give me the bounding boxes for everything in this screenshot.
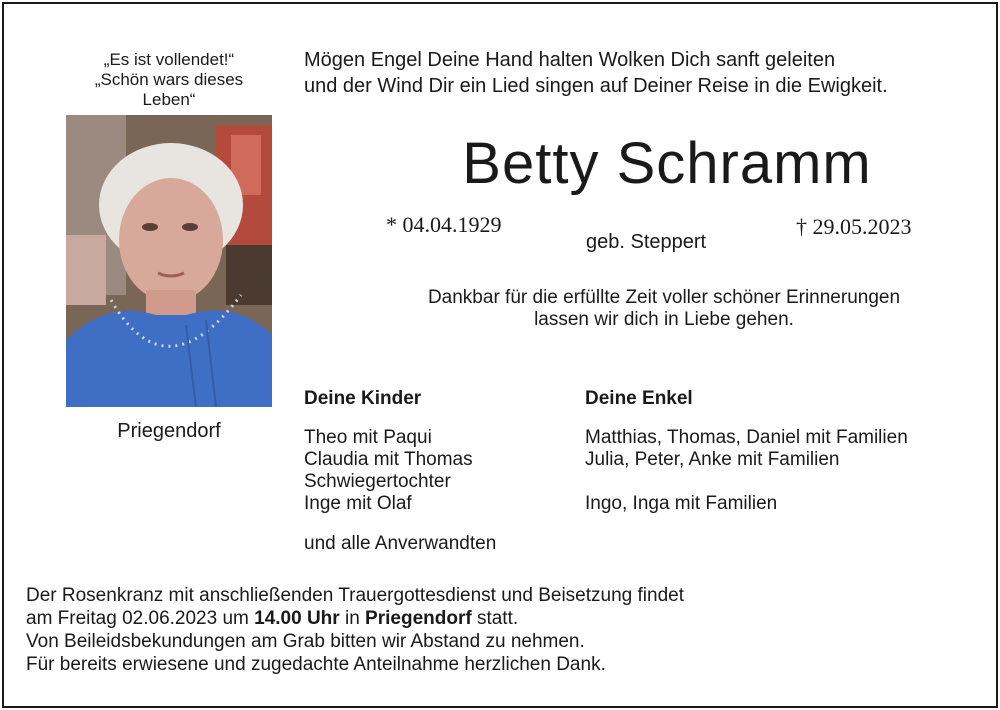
- birth-date: * 04.04.1929: [386, 212, 502, 237]
- service-time: 14.00 Uhr: [254, 608, 340, 629]
- relatives-note: und alle Anverwandten: [304, 533, 497, 554]
- memorial-quote: [66, 50, 272, 110]
- gratitude-line: lassen wir dich in Liebe gehen.: [534, 309, 794, 330]
- list-item: Ingo, Inga mit Familien: [585, 493, 778, 514]
- announcement-line: [26, 607, 684, 630]
- quote-line: „Es ist vollendet!“: [103, 50, 235, 69]
- announcement-line: Der Rosenkranz mit anschließenden Trauergottesdienst und Beisetzung findet: [26, 585, 684, 606]
- poem-line: Mögen Engel Deine Hand halten Wolken Dich sanft geleiten: [304, 49, 836, 71]
- obituary-card: [2, 2, 998, 708]
- maiden-name: geb. Steppert: [586, 231, 707, 253]
- portrait-photo: [66, 115, 272, 407]
- announcement-date-text: am Freitag 02.06.2023 um: [26, 608, 255, 629]
- list-item: Julia, Peter, Anke mit Familien: [585, 449, 840, 470]
- funeral-announcement: [26, 584, 684, 676]
- deceased-name: Betty Schramm: [462, 131, 872, 196]
- list-item: Inge mit Olaf: [304, 493, 412, 514]
- list-item: Claudia mit Thomas: [304, 449, 473, 470]
- gratitude-text: [304, 287, 1000, 331]
- children-heading: Deine Kinder: [304, 388, 422, 409]
- place-of-residence: Priegendorf: [117, 420, 221, 442]
- announcement-connector: in: [339, 608, 366, 629]
- announcement-line: Von Beileidsbekundungen am Grab bitten wir Abstand zu nehmen.: [26, 631, 585, 652]
- gratitude-line: Dankbar für die erfüllte Zeit voller schöner Erinnerungen: [427, 287, 901, 308]
- list-item: Theo mit Paqui: [304, 427, 432, 448]
- list-item: Matthias, Thomas, Daniel mit Familien: [585, 427, 908, 448]
- service-place: Priegendorf: [365, 608, 472, 629]
- poem-line: und der Wind Dir ein Lied singen auf Deiner Reise in die Ewigkeit.: [304, 75, 888, 97]
- quote-line: „Schön wars dieses: [94, 70, 244, 89]
- grandchildren-heading: Deine Enkel: [585, 388, 693, 409]
- death-date: † 29.05.2023: [796, 214, 912, 239]
- list-item: Schwiegertochter: [304, 471, 451, 492]
- poem: [304, 47, 888, 99]
- announcement-line: Für bereits erwiesene und zugedachte Anteilnahme herzlichen Dank.: [26, 654, 606, 675]
- list-item: [585, 471, 908, 493]
- children-list: [304, 427, 473, 515]
- announcement-suffix: statt.: [471, 608, 519, 629]
- quote-line: Leben“: [142, 90, 196, 109]
- grandchildren-list: [585, 427, 908, 515]
